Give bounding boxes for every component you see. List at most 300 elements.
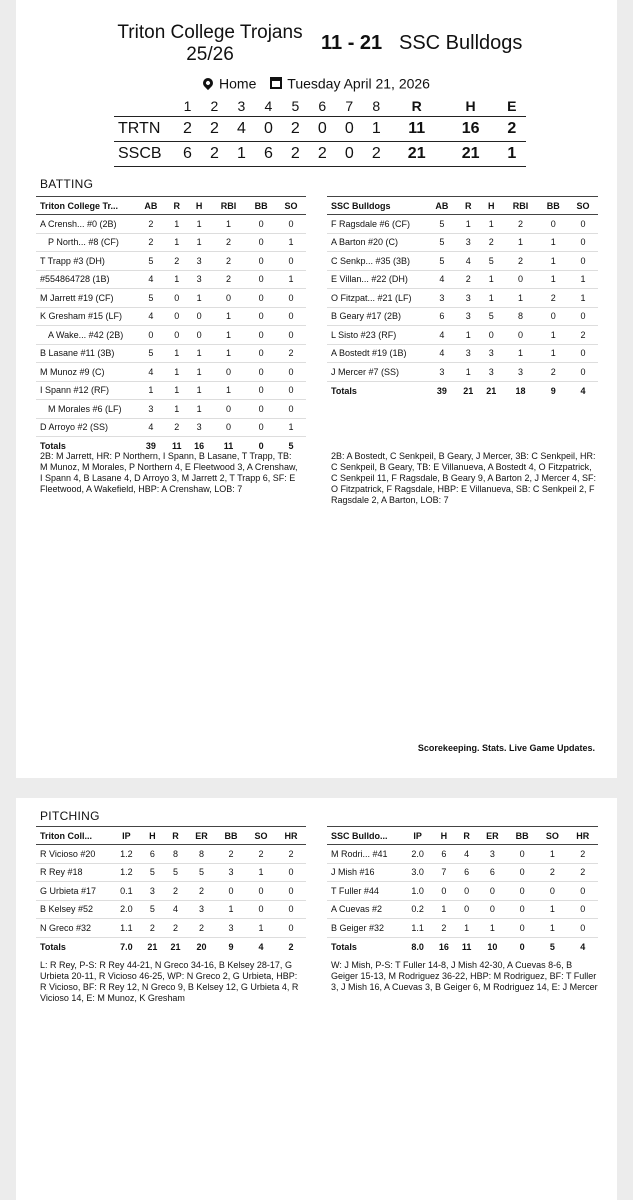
stat-cell: 2 <box>136 233 166 252</box>
stat-cell: 4 <box>136 418 166 437</box>
player-name: G Urbieta #17 <box>36 882 112 901</box>
column-header: RBI <box>211 197 247 215</box>
stat-cell: 1 <box>188 215 211 234</box>
stat-cell: 1 <box>188 381 211 400</box>
totals-label: Totals <box>36 937 112 956</box>
stat-cell: 5 <box>141 900 164 919</box>
stat-cell: 3 <box>427 289 457 308</box>
total-cell: 10 <box>478 937 507 956</box>
column-header: BB <box>246 197 276 215</box>
stat-cell: 1.1 <box>112 919 141 938</box>
table-row[interactable] <box>36 882 306 901</box>
stat-cell: 2 <box>166 418 188 437</box>
table-row[interactable] <box>327 270 598 289</box>
stat-cell: 4 <box>427 270 457 289</box>
player-name: L Sisto #23 (RF) <box>327 326 427 345</box>
table-row[interactable] <box>327 233 598 252</box>
home-team-name: Triton College Trojans 25/26 <box>117 22 303 65</box>
column-header: H <box>188 197 211 215</box>
stat-cell: 0 <box>456 900 478 919</box>
stat-cell: 5 <box>480 252 503 271</box>
table-row[interactable] <box>327 900 598 919</box>
away-batting-notes: 2B: A Bostedt, C Senkpeil, B Geary, J Mercer, 3B: C Senkpeil, HR: C Senkpeil, B Geary, TB: E Villanueva, A Bostedt 4, O Fitzpatrick, C Senkpeil 11, F Ragsdale, B Geary 9, A Barton 2, J Mercer 4, SF: O Fitzpatrick, F Ragsdale, HBP: E Villanueva, SB: C Senkpeil 2, F Ragsdale 2, A Barton, LOB: 7 <box>331 451 596 505</box>
table-row[interactable] <box>327 344 598 363</box>
stat-cell: 8 <box>187 845 216 864</box>
stat-cell: 1 <box>166 400 188 419</box>
line-score-header <box>114 96 526 116</box>
table-row[interactable] <box>327 845 598 864</box>
game-header <box>16 20 617 70</box>
stat-cell: 1 <box>537 845 567 864</box>
player-name: B Geary #17 (2B) <box>327 307 427 326</box>
table-row[interactable] <box>327 326 598 345</box>
totals-label: Totals <box>327 381 427 400</box>
stat-cell: 0 <box>568 215 598 234</box>
table-header <box>36 197 306 215</box>
stat-cell: 3 <box>457 344 480 363</box>
table-row[interactable] <box>36 270 306 289</box>
stat-cell: 2 <box>457 270 480 289</box>
table-row[interactable] <box>327 289 598 308</box>
column-header: R <box>457 197 480 215</box>
stat-cell: 1 <box>166 233 188 252</box>
player-name: A Crensh... #0 (2B) <box>36 215 136 234</box>
total-cell: 2 <box>276 937 306 956</box>
inning-header: 8 <box>372 97 381 114</box>
stat-cell: 0 <box>507 900 537 919</box>
stat-cell: 2 <box>568 863 598 882</box>
stat-cell: 0 <box>246 326 276 345</box>
inning-runs: 0 <box>309 116 336 141</box>
pitching-section-label: PITCHING <box>40 809 100 823</box>
stat-cell: 0 <box>276 289 306 308</box>
stat-cell: 1 <box>568 270 598 289</box>
inning-runs: 1 <box>228 141 255 166</box>
player-name: J Mish #16 <box>327 863 403 882</box>
stat-cell: 3 <box>187 900 216 919</box>
stat-cell: 0 <box>478 900 507 919</box>
stat-cell: 0 <box>507 919 537 938</box>
stat-cell: 0 <box>538 215 568 234</box>
stat-cell: 1 <box>538 344 568 363</box>
stat-cell: 0 <box>276 900 306 919</box>
total-cell: 4 <box>568 381 598 400</box>
stat-cell: 4 <box>136 363 166 382</box>
stat-cell: 0 <box>246 270 276 289</box>
stat-cell: 2 <box>141 919 164 938</box>
inning-header: 2 <box>210 97 219 114</box>
boxscore-card <box>16 0 617 778</box>
total-h: 16 <box>444 116 498 141</box>
rhe-header: R <box>411 97 422 114</box>
stat-cell: 1 <box>166 215 188 234</box>
column-header: BB <box>538 197 568 215</box>
away-pitching-notes: W: J Mish, P-S: T Fuller 14-8, J Mish 42-30, A Cuevas 8-6, B Geiger 15-13, M Rodriguez 36-22, HBP: M Rodriguez, BF: T Fuller 3, J Mish 16, A Cuevas 3, B Geiger 6, M Rodriguez 14, E: J Mercer <box>331 960 598 992</box>
table-row[interactable] <box>36 863 306 882</box>
stat-cell: 1 <box>166 344 188 363</box>
stat-cell: 0 <box>246 344 276 363</box>
stat-cell: 5 <box>480 307 503 326</box>
stat-cell: 2 <box>166 252 188 271</box>
table-row[interactable] <box>327 882 598 901</box>
stat-cell: 3 <box>427 363 457 382</box>
column-header: H <box>141 827 164 845</box>
column-header: BB <box>216 827 246 845</box>
stat-cell: 2 <box>276 845 306 864</box>
column-header: IP <box>403 827 432 845</box>
stat-cell: 7 <box>432 863 455 882</box>
table-row[interactable] <box>36 381 306 400</box>
stat-cell: 0 <box>432 882 455 901</box>
stat-cell: 0.1 <box>112 882 141 901</box>
total-cell: 18 <box>503 381 539 400</box>
stat-cell: 1 <box>211 344 247 363</box>
stat-cell: 0 <box>211 289 247 308</box>
inning-runs: 2 <box>282 141 309 166</box>
stat-cell: 0 <box>276 919 306 938</box>
game-meta <box>16 74 617 91</box>
stat-cell: 1 <box>478 919 507 938</box>
pitching-card <box>16 798 617 1200</box>
table-row[interactable] <box>327 863 598 882</box>
stat-cell: 0 <box>568 252 598 271</box>
team-abbr: SSCB <box>114 141 174 166</box>
stat-cell: 2 <box>164 919 187 938</box>
total-cell: 20 <box>187 937 216 956</box>
inning-header: 5 <box>291 97 300 114</box>
inning-header: 3 <box>237 97 246 114</box>
total-cell: 4 <box>568 937 598 956</box>
stat-cell: 0 <box>246 252 276 271</box>
stat-cell: 1 <box>246 863 276 882</box>
stat-cell: 0 <box>246 307 276 326</box>
totals-label: Totals <box>327 937 403 956</box>
table-row[interactable] <box>36 233 306 252</box>
stat-cell: 0 <box>246 233 276 252</box>
inning-runs: 2 <box>363 141 390 166</box>
table-row[interactable] <box>36 418 306 437</box>
stat-cell: 2 <box>537 863 567 882</box>
stat-cell: 1 <box>211 381 247 400</box>
stat-cell: 0 <box>480 326 503 345</box>
total-cell: 21 <box>480 381 503 400</box>
stat-cell: 0 <box>276 863 306 882</box>
team-col-header <box>114 96 174 116</box>
stat-cell: 4 <box>456 845 478 864</box>
stat-cell: 6 <box>478 863 507 882</box>
table-row[interactable] <box>36 845 306 864</box>
rhe-header: E <box>507 97 517 114</box>
line-score-row <box>114 116 526 141</box>
stat-cell: 2 <box>568 845 598 864</box>
stat-cell: 0 <box>507 845 537 864</box>
home-pitching-notes: L: R Rey, P-S: R Rey 44-21, N Greco 34-16, B Kelsey 28-17, G Urbieta 20-11, R Vicioso 46-25, WP: N Greco 2, G Urbieta, HBP: R Vicioso, BF: R Rey 12, N Greco 9, B Kelsey 12, G Urbieta 4, R Vicioso 14, E: M Munoz, K Gresham <box>40 960 299 1003</box>
column-header: SO <box>246 827 276 845</box>
player-name: A Cuevas #2 <box>327 900 403 919</box>
stat-cell: 0 <box>246 289 276 308</box>
total-cell: 21 <box>457 381 480 400</box>
total-cell: 16 <box>188 437 211 456</box>
player-name: M Munoz #9 (C) <box>36 363 136 382</box>
total-cell: 11 <box>456 937 478 956</box>
stat-cell: 0 <box>188 307 211 326</box>
stat-cell: 0 <box>568 344 598 363</box>
stat-cell: 0 <box>276 252 306 271</box>
column-header: ER <box>478 827 507 845</box>
stat-cell: 5 <box>427 252 457 271</box>
stat-cell: 0 <box>276 215 306 234</box>
totals-row <box>327 381 598 400</box>
total-cell: 11 <box>166 437 188 456</box>
rhe-header: H <box>465 97 476 114</box>
stat-cell: 0 <box>166 326 188 345</box>
totals-row <box>36 937 306 956</box>
column-header: R <box>456 827 478 845</box>
column-header: H <box>432 827 455 845</box>
stat-cell: 3 <box>480 344 503 363</box>
table-row[interactable] <box>36 252 306 271</box>
total-cell: 4 <box>246 937 276 956</box>
table-header <box>327 197 598 215</box>
column-header: ER <box>187 827 216 845</box>
table-row[interactable] <box>36 900 306 919</box>
game-location: Home <box>219 75 257 92</box>
player-name: A Wake... #42 (2B) <box>36 326 136 345</box>
total-cell: 11 <box>211 437 247 456</box>
location-pin-icon <box>201 76 215 90</box>
table-row[interactable] <box>36 400 306 419</box>
table-row[interactable] <box>36 344 306 363</box>
stat-cell: 1 <box>538 252 568 271</box>
column-header: BB <box>507 827 537 845</box>
stat-cell: 5 <box>141 863 164 882</box>
total-cell: 39 <box>427 381 457 400</box>
stat-cell: 0 <box>568 233 598 252</box>
stat-cell: 0 <box>188 326 211 345</box>
stat-cell: 0 <box>276 882 306 901</box>
inning-runs: 2 <box>201 141 228 166</box>
total-cell: 8.0 <box>403 937 432 956</box>
calendar-icon <box>270 77 282 89</box>
stat-cell: 1 <box>166 363 188 382</box>
stat-cell: 1 <box>276 233 306 252</box>
stat-cell: 0 <box>211 363 247 382</box>
stat-cell: 0 <box>568 363 598 382</box>
inning-runs: 2 <box>282 116 309 141</box>
total-h: 21 <box>444 141 498 166</box>
stat-cell: 2 <box>211 270 247 289</box>
away-pitching-table <box>327 826 598 956</box>
stat-cell: 5 <box>136 344 166 363</box>
table-row[interactable] <box>36 215 306 234</box>
total-cell: 7.0 <box>112 937 141 956</box>
stat-cell: 1 <box>457 326 480 345</box>
stat-cell: 2 <box>276 344 306 363</box>
stat-cell: 1 <box>503 344 539 363</box>
stat-cell: 2 <box>503 215 539 234</box>
table-row[interactable] <box>327 919 598 938</box>
stat-cell: 0 <box>568 919 598 938</box>
stat-cell: 0 <box>211 400 247 419</box>
stat-cell: 0 <box>166 289 188 308</box>
stat-cell: 0 <box>537 882 567 901</box>
stat-cell: 0 <box>276 400 306 419</box>
stat-cell: 1 <box>480 289 503 308</box>
stat-cell: 5 <box>187 863 216 882</box>
stat-cell: 5 <box>136 252 166 271</box>
stat-cell: 1 <box>211 215 247 234</box>
inning-runs: 0 <box>336 116 363 141</box>
stat-cell: 2 <box>503 252 539 271</box>
stat-cell: 2 <box>216 845 246 864</box>
stat-cell: 0 <box>276 326 306 345</box>
stat-cell: 3 <box>136 400 166 419</box>
home-batting-notes: 2B: M Jarrett, HR: P Northern, I Spann, B Lasane, T Trapp, TB: M Munoz, M Morales, P Northern 4, E Fleetwood 3, A Crenshaw, I Spann 4, B Lasane 4, D Arroyo 3, M Jarrett 2, T Trapp 6, SF: E Fleetwood, A Wakefield, HBP: A Crenshaw, LOB: 7 <box>40 451 298 494</box>
stat-cell: 2 <box>538 289 568 308</box>
stat-cell: 0 <box>538 307 568 326</box>
inning-runs: 2 <box>309 141 336 166</box>
stat-cell: 2 <box>136 215 166 234</box>
stat-cell: 0 <box>211 418 247 437</box>
stat-cell: 4 <box>164 900 187 919</box>
stat-cell: 6 <box>456 863 478 882</box>
inning-runs: 0 <box>255 116 282 141</box>
stat-cell: 0 <box>503 270 539 289</box>
table-row[interactable] <box>36 919 306 938</box>
stat-cell: 2 <box>187 919 216 938</box>
stat-cell: 4 <box>427 344 457 363</box>
table-row[interactable] <box>327 252 598 271</box>
stat-cell: 1 <box>503 233 539 252</box>
stat-cell: 1 <box>188 289 211 308</box>
stat-cell: 1.1 <box>403 919 432 938</box>
away-batting-table <box>327 196 598 400</box>
stat-cell: 2.0 <box>403 845 432 864</box>
stat-cell: 6 <box>141 845 164 864</box>
player-name: A Barton #20 (C) <box>327 233 427 252</box>
line-score-row <box>114 141 526 166</box>
stat-cell: 1 <box>457 363 480 382</box>
column-header: AB <box>427 197 457 215</box>
stat-cell: 3 <box>188 418 211 437</box>
inning-runs: 2 <box>174 116 201 141</box>
total-cell: 0 <box>246 437 276 456</box>
table-header <box>36 827 306 845</box>
stat-cell: 3 <box>216 919 246 938</box>
total-e: 2 <box>498 116 526 141</box>
inning-runs: 2 <box>201 116 228 141</box>
column-header: SO <box>276 197 306 215</box>
line-score-table <box>114 96 526 167</box>
player-name: N Greco #32 <box>36 919 112 938</box>
stat-cell: 5 <box>427 215 457 234</box>
table-row[interactable] <box>36 326 306 345</box>
team-abbr: TRTN <box>114 116 174 141</box>
stat-cell: 0 <box>246 400 276 419</box>
total-cell: 9 <box>538 381 568 400</box>
table-row[interactable] <box>36 307 306 326</box>
stat-cell: 0 <box>507 863 537 882</box>
stat-cell: 2 <box>480 233 503 252</box>
column-header: AB <box>136 197 166 215</box>
inning-runs: 6 <box>174 141 201 166</box>
table-row[interactable] <box>327 307 598 326</box>
column-header: R <box>166 197 188 215</box>
stat-cell: 6 <box>427 307 457 326</box>
totals-row <box>327 937 598 956</box>
stat-cell: 1 <box>246 919 276 938</box>
stat-cell: 0 <box>246 418 276 437</box>
stat-cell: 0 <box>276 363 306 382</box>
total-cell: 9 <box>216 937 246 956</box>
table-row[interactable] <box>327 215 598 234</box>
stat-cell: 4 <box>457 252 480 271</box>
home-pitching-table <box>36 826 306 956</box>
player-name: C Senkp... #35 (3B) <box>327 252 427 271</box>
player-name: J Mercer #7 (SS) <box>327 363 427 382</box>
table-header <box>327 827 598 845</box>
player-name: I Spann #12 (RF) <box>36 381 136 400</box>
stat-cell: 1 <box>538 233 568 252</box>
column-header: Triton Coll... <box>36 827 112 845</box>
batting-section-label: BATTING <box>40 177 94 191</box>
inning-header: 7 <box>345 97 354 114</box>
table-row[interactable] <box>327 363 598 382</box>
stat-cell: 3 <box>188 270 211 289</box>
stat-cell: 1 <box>456 919 478 938</box>
column-header: H <box>480 197 503 215</box>
column-header: SO <box>537 827 567 845</box>
player-name: B Lasane #11 (3B) <box>36 344 136 363</box>
stat-cell: 5 <box>427 233 457 252</box>
stat-cell: 0 <box>478 882 507 901</box>
inning-runs: 4 <box>228 116 255 141</box>
stat-cell: 0 <box>246 381 276 400</box>
stat-cell: 0 <box>568 900 598 919</box>
away-team-name: SSC Bulldogs <box>399 32 523 54</box>
stat-cell: 8 <box>164 845 187 864</box>
stat-cell: 0 <box>136 326 166 345</box>
stat-cell: 1 <box>432 900 455 919</box>
stat-cell: 4 <box>427 326 457 345</box>
total-cell: 5 <box>537 937 567 956</box>
table-row[interactable] <box>36 363 306 382</box>
total-cell: 21 <box>141 937 164 956</box>
player-name: K Gresham #15 (LF) <box>36 307 136 326</box>
stat-cell: 1 <box>216 900 246 919</box>
stat-cell: 0 <box>246 215 276 234</box>
table-row[interactable] <box>36 289 306 308</box>
stat-cell: 3.0 <box>403 863 432 882</box>
stat-cell: 1 <box>538 326 568 345</box>
stat-cell: 1 <box>568 289 598 308</box>
stat-cell: 2 <box>211 233 247 252</box>
player-name: B Kelsey #52 <box>36 900 112 919</box>
total-cell: 0 <box>507 937 537 956</box>
inning-header: 4 <box>264 97 273 114</box>
stat-cell: 1 <box>188 233 211 252</box>
column-header: RBI <box>503 197 539 215</box>
inning-runs: 6 <box>255 141 282 166</box>
stat-cell: 3 <box>216 863 246 882</box>
stat-cell: 1 <box>537 900 567 919</box>
column-header: R <box>164 827 187 845</box>
stat-cell: 0 <box>246 882 276 901</box>
stat-cell: 0 <box>568 882 598 901</box>
stat-cell: 1.2 <box>112 863 141 882</box>
stat-cell: 1 <box>136 381 166 400</box>
stat-cell: 0 <box>246 363 276 382</box>
